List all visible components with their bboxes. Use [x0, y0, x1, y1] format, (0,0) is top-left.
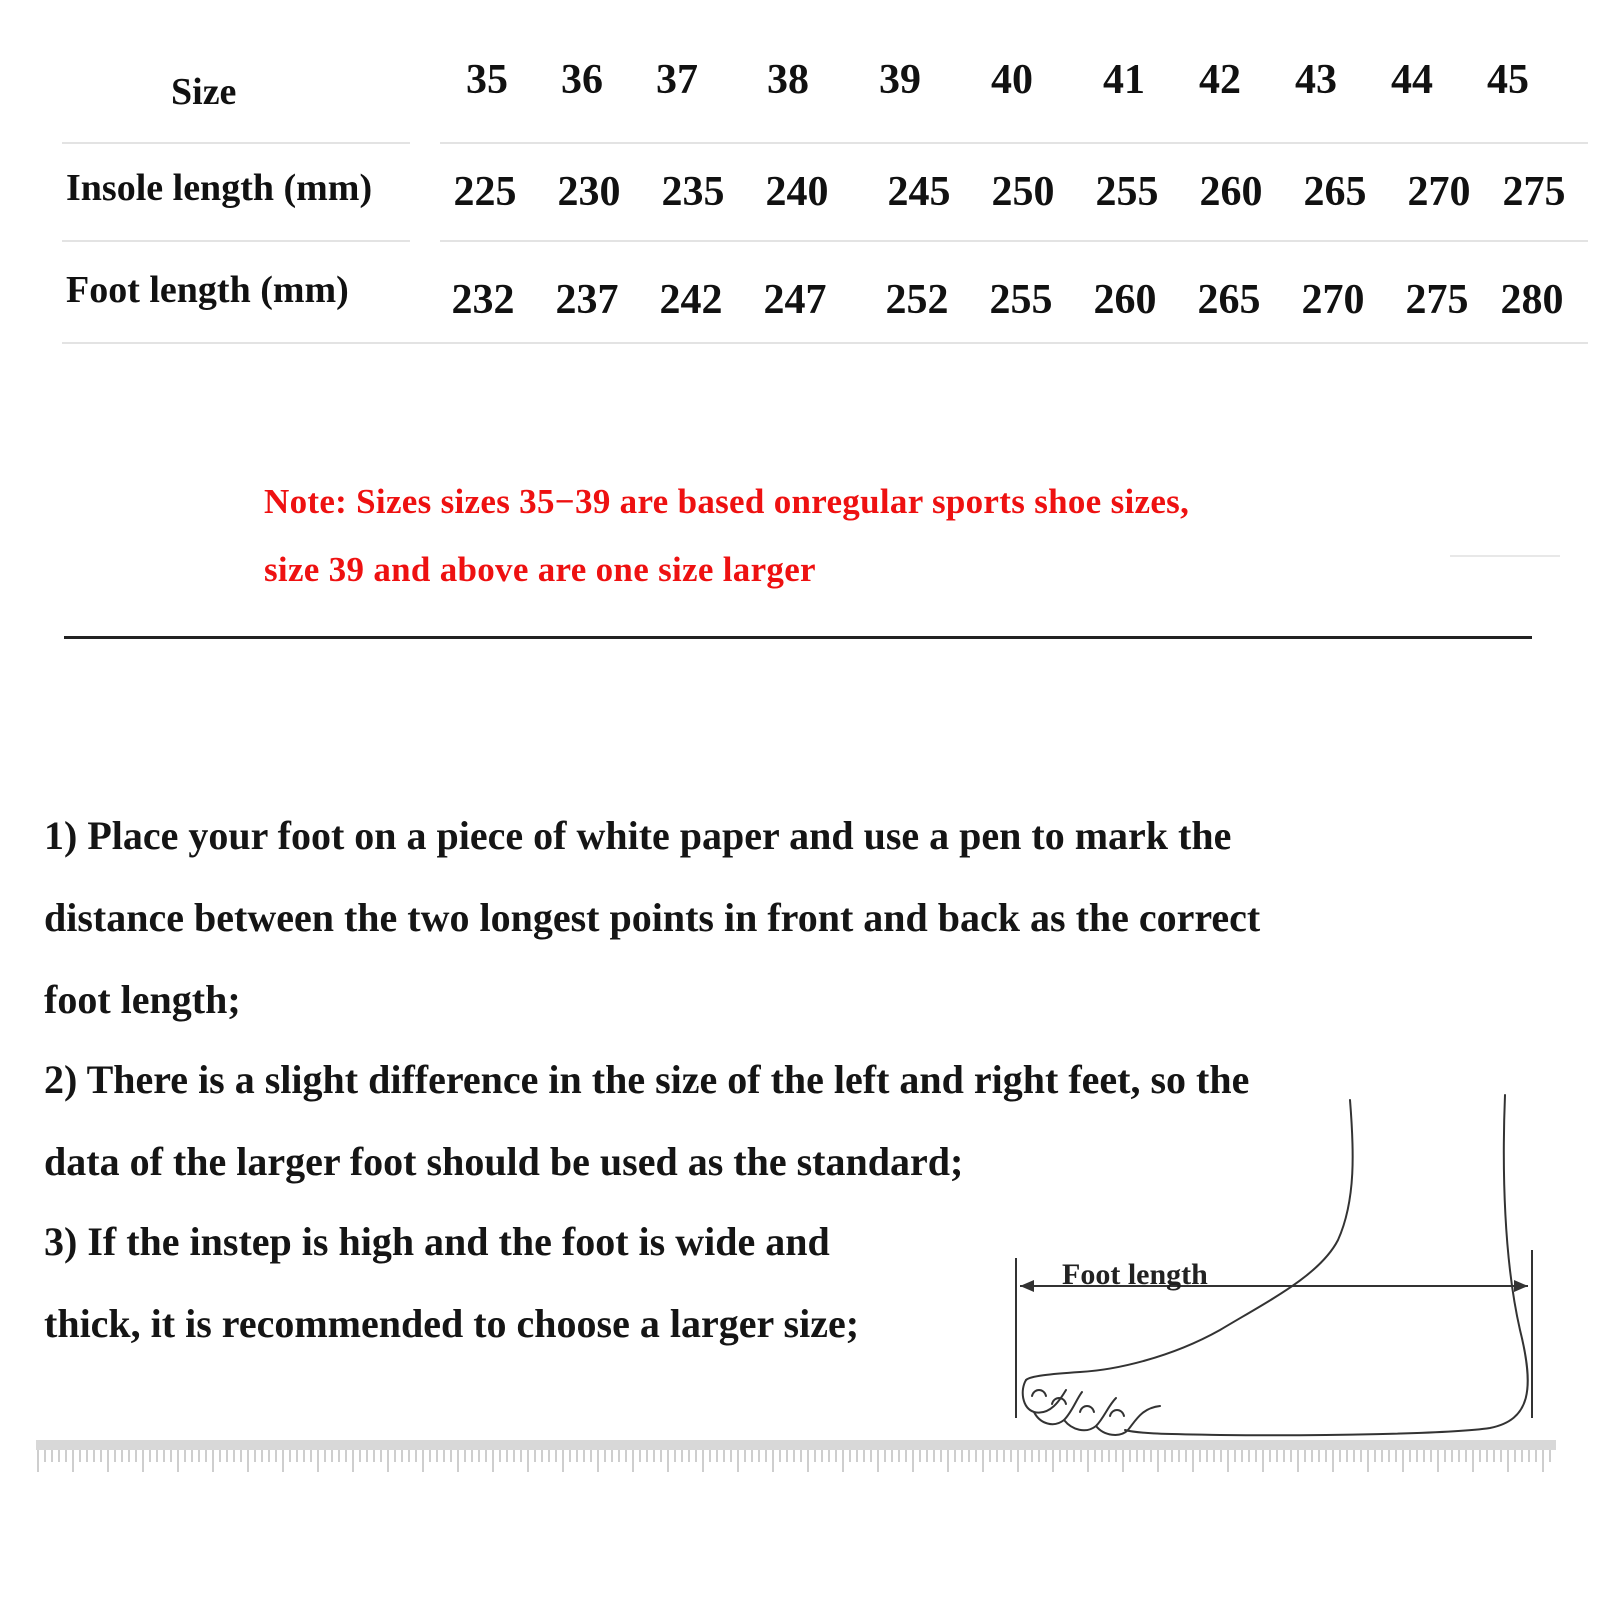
note-line-1: Note: Sizes sizes 35−39 are based onregular sports shoe sizes, [264, 482, 1190, 521]
size-row-label: Size [171, 71, 237, 113]
ruler-band [36, 1440, 1556, 1450]
insole-length-cell: 270 [1407, 169, 1471, 215]
table-rule [62, 240, 410, 242]
foot-length-cell: 232 [451, 277, 515, 323]
table-rule [440, 142, 1588, 144]
instruction-line: 2) There is a slight difference in the size of the left and right feet, so the [44, 1057, 1250, 1102]
insole-row-label: Insole length (mm) [66, 167, 373, 209]
insole-length-cell: 250 [991, 169, 1055, 215]
foot-length-label: Foot length [1062, 1258, 1208, 1291]
instruction-line: data of the larger foot should be used as the standard; [44, 1139, 964, 1184]
instruction-line: distance between the two longest points in front and back as the correct [44, 895, 1261, 940]
size-cell: 45 [1487, 57, 1529, 103]
toe-outline [1064, 1398, 1116, 1430]
table-rule [62, 142, 410, 144]
insole-length-cell: 235 [661, 169, 725, 215]
size-cell: 42 [1199, 57, 1241, 103]
foot-length-cell: 260 [1093, 277, 1157, 323]
insole-length-cell: 245 [887, 169, 951, 215]
foot-length-cell: 255 [989, 277, 1053, 323]
toenail [1080, 1406, 1094, 1412]
instruction-line: 3) If the instep is high and the foot is wide and [44, 1219, 830, 1264]
table-rule [440, 240, 1588, 242]
note-underline [1450, 555, 1560, 557]
toe-outline [1034, 1392, 1082, 1424]
size-cell: 43 [1295, 57, 1337, 103]
foot-outline-front [1026, 1100, 1353, 1380]
foot-length-cell: 252 [885, 277, 949, 323]
toenail [1110, 1410, 1124, 1416]
insole-length-cell: 225 [453, 169, 517, 215]
foot-row-label: Foot length (mm) [66, 269, 349, 311]
instruction-line: foot length; [44, 977, 241, 1022]
section-divider [64, 636, 1532, 639]
foot-length-cell: 237 [555, 277, 619, 323]
toe-outline [1096, 1406, 1160, 1435]
table-rule [62, 342, 1588, 344]
insole-length-cell: 260 [1199, 169, 1263, 215]
foot-length-cell: 280 [1500, 277, 1564, 323]
insole-length-cell: 265 [1303, 169, 1367, 215]
foot-length-cell: 247 [763, 277, 827, 323]
toenail [1032, 1390, 1046, 1396]
size-cell: 39 [879, 57, 921, 103]
size-cell: 44 [1391, 57, 1433, 103]
size-cell: 37 [656, 57, 698, 103]
foot-length-cell: 270 [1301, 277, 1365, 323]
size-cell: 35 [466, 57, 508, 103]
size-cell: 36 [561, 57, 603, 103]
insole-length-cell: 275 [1502, 169, 1566, 215]
insole-length-cell: 230 [557, 169, 621, 215]
insole-length-cell: 240 [765, 169, 829, 215]
toe-outline [1023, 1380, 1066, 1413]
size-cell: 38 [767, 57, 809, 103]
note-line-2: size 39 and above are one size larger [264, 550, 816, 589]
foot-length-cell: 242 [659, 277, 723, 323]
insole-length-cell: 255 [1095, 169, 1159, 215]
instruction-line: 1) Place your foot on a piece of white paper and use a pen to mark the [44, 813, 1232, 858]
ruler-strip [36, 1438, 1556, 1478]
size-cell: 40 [991, 57, 1033, 103]
instruction-line: thick, it is recommended to choose a larger size; [44, 1301, 860, 1346]
foot-length-cell: 275 [1405, 277, 1469, 323]
foot-length-cell: 265 [1197, 277, 1261, 323]
size-cell: 41 [1103, 57, 1145, 103]
arrowhead-right [1514, 1280, 1528, 1292]
arrowhead-left [1020, 1280, 1034, 1292]
